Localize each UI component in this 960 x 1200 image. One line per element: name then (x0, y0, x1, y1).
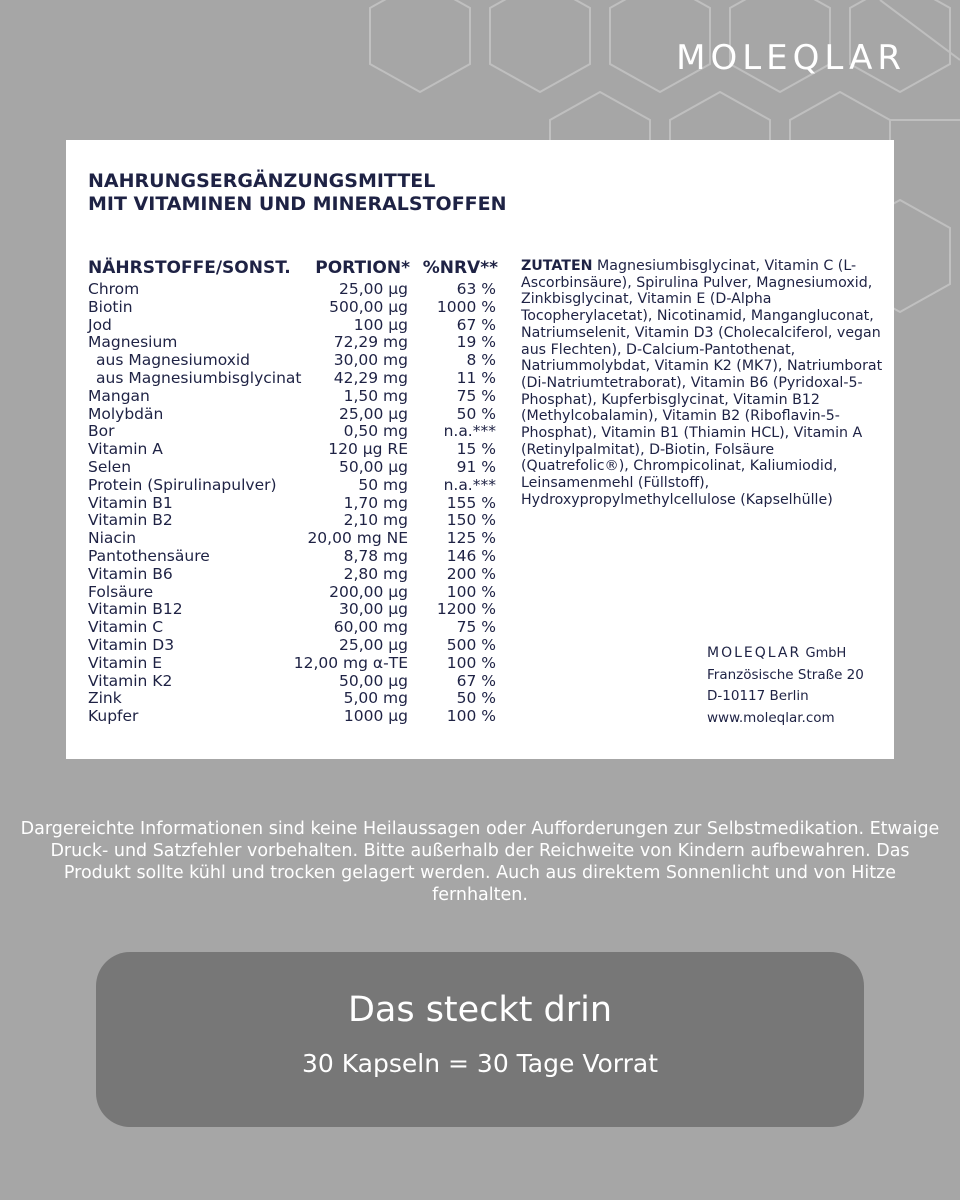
header-nutrient: NÄHRSTOFFE/SONST. (88, 258, 291, 278)
table-row (66, 495, 506, 513)
nutrient-name: Vitamin B12 (88, 600, 183, 619)
nutrient-nrv: 19 % (456, 333, 496, 352)
disclaimer-text: Dargereichte Informationen sind keine Heilaussagen oder Aufforderungen zur Selbstmedikation. Etwaige Druck- und Satzfehler vorbehalten. Bitte außerhalb der Reichweite von Kindern aufbewahren. Das Produkt sollte kühl und trocken gelagert werden. Auch aus direktem Sonnenlicht und von Hitze fernhalten. (20, 819, 940, 905)
table-row (66, 459, 506, 477)
nutrient-name: Biotin (88, 297, 133, 316)
nutrient-portion: 2,10 mg (343, 511, 408, 530)
nutrient-name: Vitamin C (88, 618, 164, 637)
table-row (66, 673, 506, 691)
nutrient-nrv: 8 % (466, 351, 496, 370)
nutrient-name: Protein (Spirulinapulver) (88, 475, 277, 494)
company-suffix: GmbH (805, 646, 847, 661)
nutrient-portion: 200,00 µg (329, 582, 408, 601)
nutrient-table-header (66, 258, 506, 280)
nutrient-nrv: 200 % (446, 564, 496, 583)
table-row (66, 601, 506, 619)
nutrient-nrv: n.a.*** (443, 475, 496, 494)
nutrient-name: Folsäure (88, 582, 154, 601)
nutrient-nrv: 100 % (446, 707, 496, 726)
table-row (66, 352, 506, 370)
nutrient-portion: 50,00 µg (338, 457, 408, 476)
nutrient-name: Vitamin D3 (88, 635, 175, 654)
company-name: MOLEQLAR (707, 645, 802, 661)
nutrient-portion: 30,00 µg (338, 600, 408, 619)
nutrient-portion: 8,78 mg (343, 546, 408, 565)
nutrient-name: Vitamin B1 (88, 493, 173, 512)
nutrient-portion: 2,80 mg (343, 564, 408, 583)
nutrient-nrv: 50 % (456, 689, 496, 708)
nutrient-portion: 5,00 mg (343, 689, 408, 708)
nutrient-nrv: 50 % (456, 404, 496, 423)
nutrient-portion: 50 mg (358, 475, 408, 494)
nutrient-portion: 50,00 µg (338, 671, 408, 690)
nutrient-portion: 42,29 mg (333, 368, 408, 387)
ingredients-list: Magnesiumbisglycinat, Vitamin C (L-Ascorbinsäure), Spirulina Pulver, Magnesiumoxid, Zinkbisglycinat, Vitamin E (D-Alpha Tocopherylacetat), Nicotinamid, Mangangluconat, Natriumselenit, Vitamin D3 (Cholecalciferol, vegan aus Flechten), D-Calcium-Pantothenat, Natriummolybdat, Vitamin K2 (MK7), Natriumborat (Di-Natriumtetraborat), Vitamin B6 (Pyridoxal-5-Phosphat), Kupferbisglycinat, Vitamin B12 (Methylcobalamin), Vitamin B2 (Riboflavin-5-Phosphat), Vitamin B1 (Thiamin HCL), Vitamin A (Retinylpalmitat), D-Biotin, Folsäure (Quatrefolic®), Chrompicolinat, Kaliumiodid, Leinsamenmehl (Füllstoff), Hydroxypropylmethylcellulose (Kapselhülle) (521, 258, 883, 508)
table-row (66, 423, 506, 441)
table-row (66, 637, 506, 655)
nutrition-label (66, 140, 894, 759)
company-web: www.moleqlar.com (707, 709, 835, 726)
nutrient-nrv: 63 % (456, 280, 496, 298)
table-row (66, 530, 506, 548)
nutrient-nrv: n.a.*** (443, 422, 496, 441)
nutrient-portion: 72,29 mg (333, 333, 408, 352)
nutrient-nrv: 75 % (456, 386, 496, 405)
table-row (66, 334, 506, 352)
brand-logo: MOLEQLAR (676, 38, 906, 78)
nutrient-name: Vitamin E (88, 653, 163, 672)
nutrient-name: Jod (88, 315, 112, 334)
nutrient-name: Kupfer (88, 707, 139, 726)
company-city: D-10117 Berlin (707, 688, 809, 704)
nutrient-nrv: 100 % (446, 582, 496, 601)
nutrient-portion: 100 µg (353, 315, 408, 334)
nutrient-name: Vitamin A (88, 440, 163, 459)
nutrient-portion: 25,00 µg (338, 280, 408, 298)
ingredients-heading: ZUTATEN (521, 258, 593, 274)
nutrient-name: Mangan (88, 386, 150, 405)
nutrient-portion: 1,50 mg (343, 386, 408, 405)
nutrient-portion: 1,70 mg (343, 493, 408, 512)
nutrient-nrv: 11 % (456, 368, 496, 387)
nutrient-portion: 0,50 mg (343, 422, 408, 441)
nutrient-nrv: 75 % (456, 618, 496, 637)
banner-title: Das steckt drin (347, 990, 613, 1030)
table-row (66, 477, 506, 495)
nutrient-nrv: 91 % (456, 457, 496, 476)
nutrient-portion: 12,00 mg α-TE (293, 653, 408, 672)
nutrient-nrv: 100 % (446, 653, 496, 672)
table-row (66, 655, 506, 673)
table-row (66, 388, 506, 406)
table-row (66, 548, 506, 566)
nutrient-nrv: 146 % (446, 546, 496, 565)
nutrient-name: Molybdän (88, 404, 164, 423)
nutrient-name: Chrom (88, 280, 140, 298)
nutrient-name: Bor (88, 422, 115, 441)
nutrient-portion: 500,00 µg (329, 297, 408, 316)
header-portion: PORTION* (315, 258, 410, 278)
nutrient-name: Selen (88, 457, 132, 476)
nutrient-nrv: 500 % (446, 635, 496, 654)
nutrient-name: Vitamin B6 (88, 564, 173, 583)
nutrient-nrv: 1000 % (436, 297, 496, 316)
banner-subtitle: 30 Kapseln = 30 Tage Vorrat (301, 1049, 659, 1078)
nutrient-name: Vitamin B2 (88, 511, 173, 530)
table-row (66, 690, 506, 708)
info-banner (96, 952, 864, 1127)
nutrient-nrv: 15 % (456, 440, 496, 459)
nutrient-portion: 20,00 mg NE (307, 529, 408, 548)
table-row (66, 299, 506, 317)
label-title-line1: NAHRUNGSERGÄNZUNGSMITTEL (88, 170, 436, 192)
label-title (88, 170, 507, 216)
nutrient-name: aus Magnesiumbisglycinat (96, 368, 302, 387)
table-row (66, 584, 506, 602)
table-row (66, 370, 506, 388)
nutrient-name: Zink (88, 689, 122, 708)
company-street: Französische Straße 20 (707, 666, 864, 683)
company-address (707, 643, 864, 729)
table-row (66, 619, 506, 637)
table-row (66, 406, 506, 424)
nutrient-nrv: 150 % (446, 511, 496, 530)
nutrient-portion: 120 µg RE (328, 440, 408, 459)
nutrient-table (66, 281, 506, 726)
header-nrv: %NRV** (422, 258, 498, 278)
label-title-line2: MIT VITAMINEN UND MINERALSTOFFEN (88, 193, 507, 215)
nutrient-name: Pantothensäure (88, 546, 210, 565)
nutrient-nrv: 125 % (446, 529, 496, 548)
nutrient-portion: 25,00 µg (338, 635, 408, 654)
ingredients-text (521, 258, 883, 509)
nutrient-portion: 60,00 mg (333, 618, 408, 637)
nutrient-name: Niacin (88, 529, 137, 548)
table-row (66, 566, 506, 584)
table-row (66, 317, 506, 335)
nutrient-nrv: 67 % (456, 315, 496, 334)
table-row (66, 512, 506, 530)
table-row (66, 708, 506, 726)
nutrient-portion: 30,00 mg (333, 351, 408, 370)
nutrient-portion: 25,00 µg (338, 404, 408, 423)
nutrient-nrv: 155 % (446, 493, 496, 512)
nutrient-name: Vitamin K2 (88, 671, 173, 690)
nutrient-nrv: 67 % (456, 671, 496, 690)
nutrient-portion: 1000 µg (343, 707, 408, 726)
nutrient-name: Magnesium (88, 333, 178, 352)
nutrient-name: aus Magnesiumoxid (96, 351, 251, 370)
table-row (66, 281, 506, 299)
nutrient-nrv: 1200 % (436, 600, 496, 619)
table-row (66, 441, 506, 459)
